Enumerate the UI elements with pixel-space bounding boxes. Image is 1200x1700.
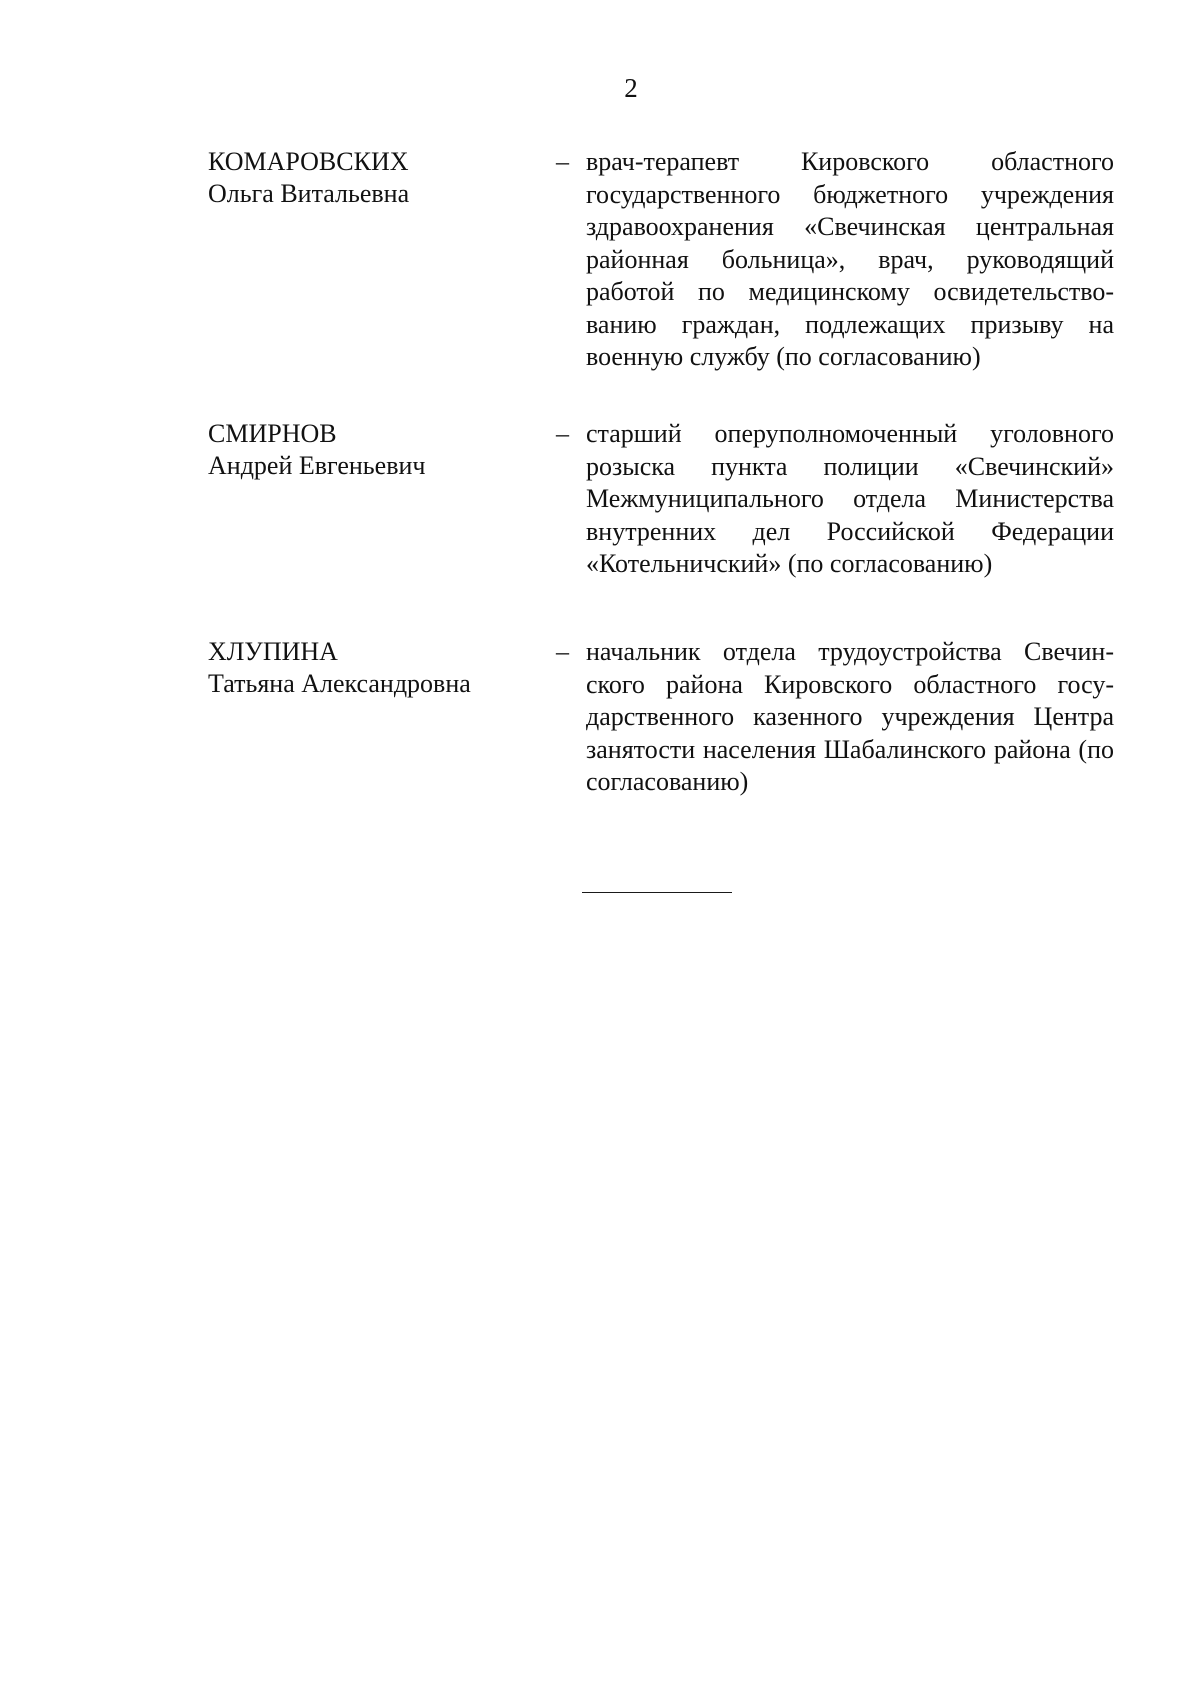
member-name — [208, 146, 538, 210]
entry-dash: – — [556, 419, 569, 448]
member-given-names: Ольга Витальевна — [208, 179, 410, 208]
member-surname: СМИРНОВ — [208, 419, 337, 448]
member-role: врач-терапевт Кировского областного государственного бюджетного учреждения здравоохранения «Свечинская центральная районная больница», врач, руководящий работой по медицинскому освидетельствованию граждан, подлежащих призыву на военную службу (по согласованию) — [586, 147, 1114, 371]
member-name — [208, 418, 538, 482]
entry-dash: – — [556, 637, 569, 666]
member-role: старший оперуполномоченный уголовного розыска пункта полиции «Свечинский» Межмуниципального отдела Министерства внутренних дел Российской Федерации «Котельничский» (по согласованию) — [586, 419, 1114, 578]
member-given-names: Андрей Евгеньевич — [208, 451, 426, 480]
end-of-list-rule — [582, 892, 732, 893]
entry-dash: – — [556, 147, 569, 176]
member-name — [208, 636, 538, 700]
member-surname: ХЛУПИНА — [208, 637, 338, 666]
page-number: 2 — [624, 73, 638, 103]
member-role: начальник отдела трудоустройства Свечинского района Кировского областного государственного казенного учреждения Центра занятости населения Шабалинского района (по согласованию) — [586, 637, 1114, 796]
member-surname: КОМАРОВСКИХ — [208, 147, 409, 176]
member-given-names: Татьяна Александровна — [208, 669, 471, 698]
